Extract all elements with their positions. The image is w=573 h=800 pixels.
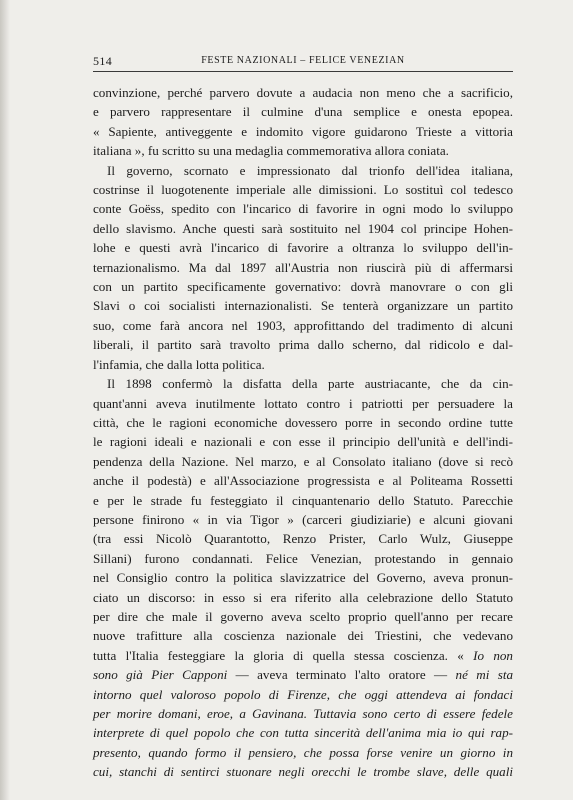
text-line: convinzione, perché parvero dovute a audacia non meno che a sacrificio, [93,85,513,100]
text-line: suo, come farà ancora nel 1903, approfittando del tradimento di alcuni [93,317,513,333]
text-line: per morire domani, eroe, a Gavinana. Tuttavia sono certo di essere fedele [93,706,513,721]
text-line: italiana », fu scritto su una medaglia commemorativa allora coniata. [93,143,449,159]
text-line: intorno quel valoroso popolo di Firenze, che oggi attendeva ai fondaci [93,686,513,702]
text-line [93,665,513,684]
text-line: e per le strade fu festeggiato il cinquantenario dello Statuto. Parecchie [93,492,513,508]
text-line: « Sapiente, antiveggente e indomito vigore guidarono Trieste a vittoria [93,123,513,139]
page-number: 514 [93,54,113,68]
text-line: interprete di quel popolo che con tutta sincerità dell'anima mia io qui rap- [93,725,513,741]
running-title: FESTE NAZIONALI – FELICE VENEZIAN [201,55,405,66]
text-line: con un partito specificamente governativo: dovrà manovrare o con gli [93,279,513,295]
quote-segment: Io non [473,647,513,663]
text-line: anche il podestà) e all'Associazione progressista e al Politeama Rossetti [93,473,513,489]
body-text [93,83,513,782]
running-header [93,53,513,72]
quote-segment: né mi sta [455,667,514,683]
text-line: conte Goëss, spedito con l'incarico di favorire in ogni modo lo sviluppo [93,201,513,217]
text-line: Slavi o coi socialisti internazionalisti. Se tenterà organizzare un partito [93,298,513,314]
text-line: pendenza della Nazione. Nel marzo, e al Consolato italiano (dove si recò [93,453,513,469]
text-line: presento, quando formo il pensiero, che possa forse venire un giorno in [93,744,513,760]
text-line: nuove trafitture alla coscienza nazionale dei Triestini, che vedevano [93,628,513,644]
text-line: (tra essi Nicolò Quarantotto, Renzo Prister, Carlo Wulz, Giuseppe [93,531,513,547]
text-line: Sillani) furono condannati. Felice Venezian, protestando in gennaio [93,550,513,566]
text-segment: — aveva terminato l'alto oratore — [235,667,456,683]
quote-segment: sono già Pier Capponi [93,667,236,683]
text-segment: tutta l'Italia festeggiare la gloria di quella stessa coscienza. « [93,647,474,663]
text-line: Il 1898 confermò la disfatta della parte austriacante, che da cin- [107,376,513,392]
text-line: costrinse il luogotenente imperiale alle dimissioni. Lo sostituì col tedesco [93,182,513,198]
text-line: le ragioni ideali e nazionali e con esse il principio dell'unità e dell'indi- [93,434,513,450]
text-line: e parvero rappresentare il culmine d'una semplice e onesta epopea. [93,104,513,120]
text-line: Il governo, scornato e impressionato dal trionfo dell'idea italiana, [107,162,513,178]
text-line: nel Consiglio contro la politica slavizzatrice del Governo, aveva pronun- [93,570,513,586]
text-line: quant'anni aveva inutilmente lottato contro i patriotti per persuadere la [93,395,513,411]
text-line: lohe e questi avrà l'incarico di favorire a oltranza lo sviluppo dell'in- [93,240,513,256]
text-line: persone finirono « in via Tigor » (carceri giudiziarie) e alcuni giovani [93,511,513,527]
text-line: dello slavismo. Anche questi sarà sostituito nel 1904 col principe Hohen- [93,220,513,236]
text-line: ternazionalismo. Ma dal 1897 all'Austria non riuscirà più di affermarsi [93,259,513,275]
text-line: ciato un discorso: in esso si era riferito alla celebrazione dello Statuto [93,589,513,605]
text-line: città, che le ragioni economiche dovessero porre in secondo ordine tutte [93,414,513,430]
text-line: l'infamia, che dalla lotta politica. [93,356,265,372]
text-line: cui, stanchi di sentirci stuonare negli orecchi le trombe slave, delle quali [93,764,513,780]
text-line [93,646,513,665]
text-line: liberali, il partito sarà travolto prima dallo scherno, dal ridicolo e dal- [93,337,513,353]
text-line: per dire che male il governo aveva scelto proprio quell'anno per recare [93,608,513,624]
